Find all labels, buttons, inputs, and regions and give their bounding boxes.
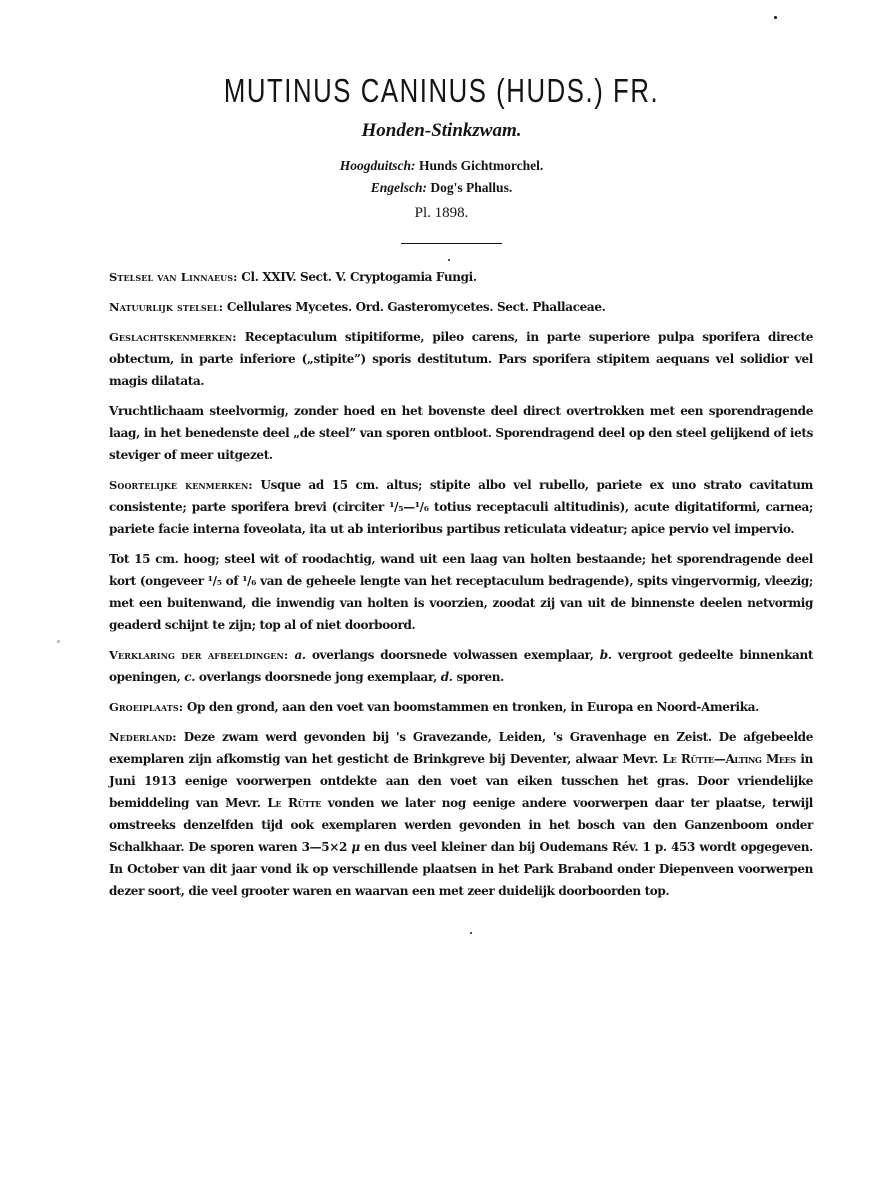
figure-c-text: overlangs doorsnede jong exemplaar, — [198, 670, 437, 684]
netherlands-paragraph — [109, 726, 813, 902]
german-name: Hunds Gichtmorchel. — [418, 158, 544, 173]
scan-speck — [774, 16, 777, 19]
description-body — [109, 266, 813, 910]
netherlands-text-2: in Juni 1913 eenige voorwerpen ontdekte aan den voet van eiken tusschen het gras. Door vriendelijke bemiddeling van Mevr. — [109, 752, 813, 810]
species-title: MUTINUS CANINUS (HUDS.) FR. — [223, 72, 660, 109]
figure-b-key: b. — [599, 648, 612, 662]
species-paragraph — [109, 474, 813, 540]
natural-system-paragraph — [109, 296, 813, 318]
english-label: Engelsch: — [370, 180, 428, 195]
figure-a-key: a. — [294, 648, 306, 662]
netherlands-text-4: en dus veel kleiner dan bij Oudemans Rév. 1 p. 453 wordt opgegeven. In October van dit jaar vond ik op verschillende plaatsen in het Park Braband onder Diepenveen voorwerpen dezer soort, die veel grooter waren en waarvan een met zeer duidelijk doorboorden top. — [109, 840, 814, 898]
netherlands-text-3: vonden we later nog eenige andere voorwerpen daar ter plaatse, terwijl omstreeks denzelfden tijd ook exemplaren werden gevonden in het bosch van den Ganzenboom onder Schalkhaar. De sporen waren 3—5×2 — [109, 796, 814, 854]
german-label: Hoogduitsch: — [339, 158, 416, 173]
scan-speck — [470, 932, 472, 934]
linnaeus-text: Cl. XXIV. Sect. V. Cryptogamia Fungi. — [241, 270, 477, 284]
figure-b-text: vergroot gedeelte binnenkant openingen, — [109, 648, 814, 684]
micron-symbol: μ — [351, 840, 360, 854]
dutch-common-name: Honden-Stinkzwam. — [361, 120, 522, 141]
natural-system-text: Cellulares Mycetes. Ord. Gasteromycetes. Sect. Phallaceae. — [226, 300, 606, 314]
genus-label: Geslachtskenmerken: — [109, 330, 237, 344]
scan-speck — [57, 640, 60, 643]
genus-dutch-paragraph: Vruchtlichaam steelvormig, zonder hoed en het bovenste deel direct overtrokken met een sporendragende laag, in het benedenste deel „de steel” van sporen ontbloot. Sporendragend deel op den steel gelijkend of iets steviger of meer uitgezet. — [109, 404, 813, 462]
figure-a-text: overlangs doorsnede volwassen exemplaar, — [312, 648, 594, 662]
habitat-text: Op den grond, aan den voet van boomstammen en tronken, in Europa en Noord-Amerika. — [186, 700, 759, 714]
english-name: Dog's Phallus. — [430, 180, 513, 195]
scan-speck — [448, 259, 450, 261]
figure-d-text: sporen. — [456, 670, 505, 684]
figure-d-key: d. — [440, 670, 453, 684]
species-text: Usque ad 15 cm. altus; stipite albo vel rubello, pariete ex uno strato cavitatum consistente; parte sporifera brevi (circiter ¹/₅—¹/₆ totius receptaculi altitudinis), acute digitatiformi, carnea; pariete facie interna foveolata, ita ut ab interioribus partibus reticulata videatur; apice pervio vel impervio. — [109, 478, 814, 536]
habitat-label: Groeiplaats: — [109, 700, 184, 714]
natural-system-label: Natuurlijk stelsel: — [109, 300, 224, 314]
german-name-line — [0, 158, 883, 174]
habitat-paragraph — [109, 696, 813, 718]
person-name-2: Le Rütte — [267, 796, 321, 810]
species-dutch-paragraph: Tot 15 cm. hoog; steel wit of roodachtig, wand uit een laag van holten bestaande; het sporendragende deel kort (ongeveer ¹/₅ of ¹/₆ van de geheele lengte van het receptaculum bedragende), spits vingervormig, vleezig; met een buitenwand, die inwendig van holten is voorzien, zoodat zij van uit de binnenste deelen netvormig geaderd schijnt te zijn; top al of niet doorboord. — [109, 552, 813, 632]
linnaeus-paragraph — [109, 266, 813, 288]
netherlands-text-1: Deze zwam werd gevonden bij 's Gravezande, Leiden, 's Gravenhage en Zeist. De afgebeelde exemplaren zijn afkomstig van het gesticht de Brinkgreve bij Deventer, alwaar Mevr. — [109, 730, 813, 766]
netherlands-label: Nederland: — [109, 730, 177, 744]
species-label: Soortelijke kenmerken: — [109, 478, 253, 492]
figure-c-key: c. — [184, 670, 196, 684]
english-name-line — [0, 180, 883, 196]
figures-label: Verklaring der afbeeldingen: — [109, 648, 289, 662]
genus-text: Receptaculum stipitiforme, pileo carens, in parte superiore pulpa sporifera directe obtectum, in parte inferiore („stipite”) sporis destitutum. Pars sporifera stipitem aequans vel solidior vel magis dilatata. — [109, 330, 813, 388]
figures-paragraph — [109, 644, 813, 688]
genus-paragraph — [109, 326, 813, 392]
person-name-1: Le Rütte—Alting Mees — [662, 752, 796, 766]
plate-number: Pl. 1898. — [414, 205, 469, 221]
title-divider — [401, 243, 502, 244]
linnaeus-label: Stelsel van Linnaeus: — [109, 270, 238, 284]
